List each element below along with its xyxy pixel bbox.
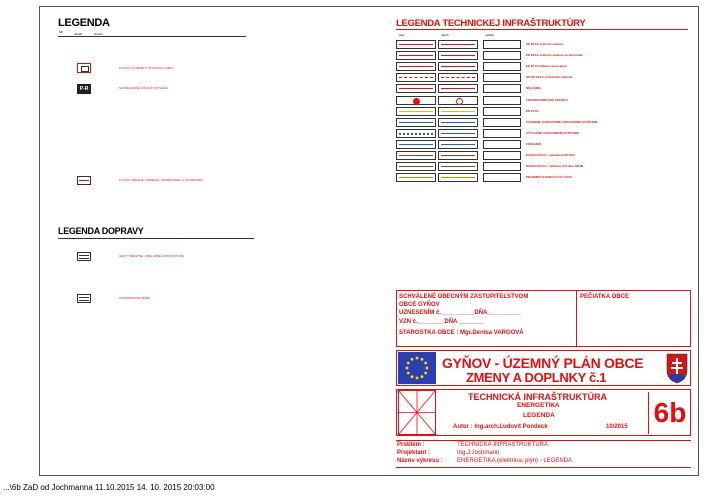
infra-line-symbol — [413, 98, 420, 105]
infra-row-13-col-1 — [396, 173, 436, 182]
infra-line-symbol — [399, 77, 433, 78]
author: Autor : Ing.arch.Ľudovít Pondeck — [453, 424, 548, 430]
infra-row-11-col-3 — [483, 151, 521, 160]
project-bottom-rule — [396, 467, 691, 468]
infra-line-symbol — [441, 166, 475, 167]
coat-of-arms-icon — [665, 352, 689, 384]
infra-row-4-col-3 — [483, 73, 521, 82]
infra-line-symbol — [399, 166, 433, 167]
infra-label: EE PLYN — [526, 109, 539, 113]
infra-row-1-col-2 — [438, 40, 478, 49]
infra-label: KANALIZÁCIA - výtlačné potrubie DN 80 — [526, 164, 584, 168]
infra-row-12-col-2 — [438, 162, 478, 171]
seal-label: PEČIATKA OBCE — [580, 294, 630, 300]
legend-symbol-greenery — [77, 176, 91, 185]
infra-row-5-col-2 — [438, 84, 478, 93]
infra-row-6-col-1 — [396, 96, 436, 105]
infra-label: KANALIZÁCIA - splašková DN 300 — [526, 153, 575, 157]
legend-symbol-housing — [77, 63, 91, 73]
approval-line-3: UZNESENÍM č.__________DŇA__________ — [399, 310, 521, 316]
legend-sub-1: ŠP — [59, 30, 64, 34]
approval-line-5: STAROSTKA OBCE : Mgr.Denisa VARGOVÁ — [399, 330, 524, 336]
infra-col-stav: stav — [399, 33, 405, 37]
infra-label: EE 22 kV káblové prepojenie — [526, 64, 567, 68]
transport-text-footpaths: KOMUNIKÁCIE PEŠIE — [119, 296, 150, 300]
designer-label: Projektant : — [397, 450, 431, 456]
approval-divider — [576, 290, 577, 347]
problem-label: Problém : — [397, 442, 425, 448]
infra-line-symbol — [441, 44, 475, 45]
infra-row-1-col-1 — [396, 40, 436, 49]
infra-row-4-col-2 — [438, 73, 478, 82]
legend-text-proposed: NAVRHOVANÉ LOKALITY BÝVANIA — [119, 86, 169, 90]
infra-row-2-col-1 — [396, 51, 436, 60]
infra-row-13-col-2 — [438, 173, 478, 182]
legend-sub-3: plocha — [94, 32, 103, 36]
infra-line-symbol — [441, 155, 475, 156]
transport-legend-title: LEGENDA DOPRAVY — [58, 226, 144, 236]
plan-title-1: GYŇOV - ÚZEMNÝ PLÁN OBCE — [442, 355, 644, 371]
crossed-box-icon — [398, 390, 436, 435]
transport-underline — [58, 238, 254, 239]
infra-row-5-col-3 — [483, 84, 521, 93]
infra-row-10-col-2 — [438, 140, 478, 149]
legend-text-housing: PLOCHY A OBJEKTY BÝVANIA V OBCI — [119, 66, 173, 70]
infra-row-13-col-3 — [483, 173, 521, 182]
infra-line-symbol — [441, 144, 475, 145]
infra-line-symbol — [399, 88, 433, 89]
infra-line-symbol — [441, 66, 475, 67]
date: 10/2015 — [606, 424, 628, 430]
problem-value: TECHNICKÁ INFRAŠTRUKTÚRA — [457, 442, 549, 448]
legend-sub-2: obsah — [74, 32, 83, 36]
designer-value: Ing.J.Jochmann — [457, 450, 500, 456]
infra-label: VÝTLAČNÉ VODOVODNÉ POTRUBIE — [526, 131, 579, 135]
infra-row-6-col-3 — [483, 96, 521, 105]
transport-symbol-roads — [77, 252, 91, 261]
infra-legend-title: LEGENDA TECHNICKEJ INFRAŠTRUKTÚRY — [396, 18, 586, 29]
infra-row-12-col-1 — [396, 162, 436, 171]
infra-line-symbol — [399, 66, 433, 67]
approval-line-2: OBCE GYŇOV — [399, 302, 440, 308]
project-top-rule — [396, 440, 691, 441]
infra-col-navrh: návrh — [441, 33, 449, 37]
approval-line-1: SCHVÁLENÉ OBECNÝM ZASTUPITEĽSTVOM — [399, 294, 529, 300]
approval-line-4: VZN č.________DŇA________ — [399, 319, 485, 325]
infra-row-8-col-3 — [483, 118, 521, 127]
subtitle-2: ENERGETIKA — [517, 402, 560, 409]
infra-row-9-col-2 — [438, 129, 478, 138]
infra-label: OP EE 22 kV vzdušného vedenia — [526, 75, 573, 79]
plan-title-2: ZMENY A DOPLNKY č.1 — [466, 370, 607, 385]
infra-line-symbol — [441, 88, 475, 89]
infra-label: NN KÁBEL — [526, 86, 542, 90]
infra-row-3-col-2 — [438, 62, 478, 71]
infra-line-symbol — [399, 144, 433, 145]
infra-line-symbol — [399, 133, 433, 135]
subtitle-1: TECHNICKÁ INFRAŠTRUKTÚRA — [468, 392, 607, 402]
drawing-name-value: ENERGETIKA (elektrina, plyn) - LEGENDA — [457, 458, 573, 464]
infra-row-12-col-3 — [483, 162, 521, 171]
legend-symbol-proposed: P-R — [77, 84, 91, 94]
subtitle-3: LEGENDA — [523, 412, 555, 419]
infra-row-7-col-3 — [483, 107, 521, 116]
infra-row-10-col-1 — [396, 140, 436, 149]
infra-row-2-col-2 — [438, 51, 478, 60]
infra-label: ZÁSOBNÉ VODOVODNÉ VODOVODNÉ POTRUBIE — [526, 120, 598, 124]
infra-label: VODOJEM — [526, 142, 542, 146]
infra-row-5-col-1 — [396, 84, 436, 93]
infra-underline — [396, 29, 688, 30]
infra-row-6-col-2 — [438, 96, 478, 105]
infra-row-4-col-1 — [396, 73, 436, 82]
infra-line-symbol — [441, 55, 475, 56]
legend-text-greenery: PLOCHY ZELENE (VEREJNÁ, SPRIEVODNÁ, A OCHRANNÁ) — [119, 178, 204, 182]
infra-row-10-col-3 — [483, 140, 521, 149]
infra-line-symbol — [441, 133, 475, 134]
infra-row-11-col-1 — [396, 151, 436, 160]
eu-flag — [398, 352, 436, 384]
infra-label: PRÍJEMNÁ STANICA ČOV ČOVA — [526, 175, 572, 179]
infra-label: EE 22 kV vzdušné vedenie na demontáž — [526, 53, 583, 57]
infra-col-vyhlad: výhľad — [485, 33, 494, 37]
drawing-name-label: Názov výkresu : — [397, 458, 443, 464]
sheet-number: 6b — [648, 392, 691, 434]
eu-stars-icon — [398, 352, 436, 384]
infra-row-9-col-1 — [396, 129, 436, 138]
infra-line-symbol — [399, 177, 433, 178]
infra-line-symbol — [441, 177, 475, 178]
legend-title: LEGENDA — [58, 17, 110, 29]
transport-text-roads: CESTY MIESTNE, OBSLUŽNÉ A PRÍSTUPOVÉ — [119, 254, 184, 258]
file-path-footer: ...\6b ZaD od Jochmanna 11.10.2015 14. 10. 2015 20:03:00 — [3, 483, 215, 492]
transport-symbol-footpaths — [77, 294, 91, 303]
infra-line-symbol — [399, 55, 433, 56]
infra-row-3-col-3 — [483, 62, 521, 71]
legend-underline — [58, 36, 246, 37]
infra-row-3-col-1 — [396, 62, 436, 71]
infra-line-symbol — [399, 122, 433, 123]
infra-row-8-col-2 — [438, 118, 478, 127]
infra-label: TRANSFORMAČNÁ STANICA — [526, 98, 568, 102]
infra-row-8-col-1 — [396, 118, 436, 127]
infra-line-symbol — [441, 111, 475, 112]
infra-line-symbol — [399, 155, 433, 156]
infra-line-symbol — [441, 122, 475, 123]
infra-row-1-col-3 — [483, 40, 521, 49]
infra-row-2-col-3 — [483, 51, 521, 60]
infra-line-symbol — [441, 77, 475, 78]
infra-line-symbol — [399, 111, 433, 112]
infra-label: EE 22 kV vzdušné vedenie — [526, 42, 564, 46]
infra-row-9-col-3 — [483, 129, 521, 138]
infra-row-7-col-2 — [438, 107, 478, 116]
infra-line-symbol — [456, 98, 463, 105]
infra-line-symbol — [399, 44, 433, 45]
infra-row-11-col-2 — [438, 151, 478, 160]
infra-row-7-col-1 — [396, 107, 436, 116]
